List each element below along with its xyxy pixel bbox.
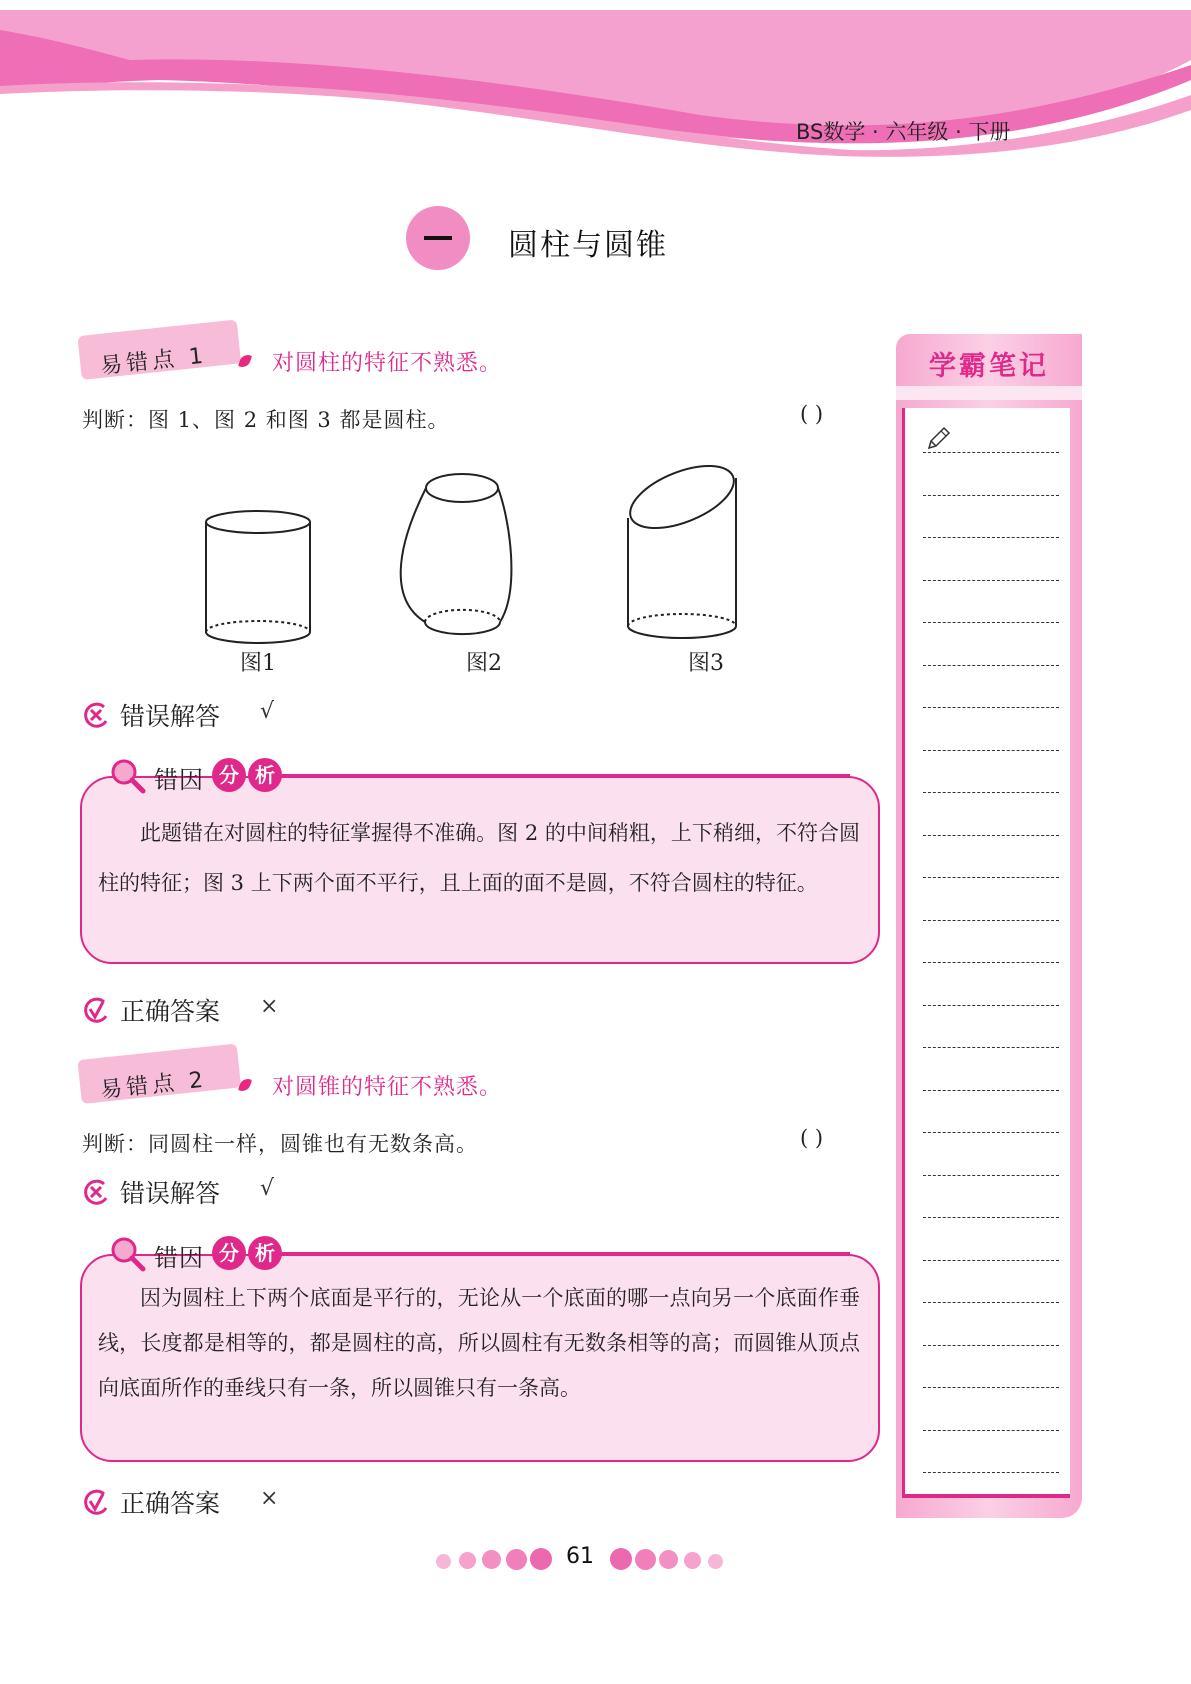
wrong-answer-value: √ [260,699,275,724]
chapter-title: 圆柱与圆锥 [508,228,668,263]
note-line [923,750,1059,751]
correct-answer-row-2: 正确答案 × [82,1484,382,1520]
magnifier-icon [108,1234,148,1274]
figure-label-1: 图1 [240,651,276,676]
wrong-x-icon [82,1178,110,1206]
wrong-answer-value: √ [260,1176,275,1201]
analysis-text-1: 此题错在对圆柱的特征掌握得不准确。图 2 的中间稍粗，上下稍细，不符合圆柱的特征；图 3 上下两个面不平行，且上面的面不是圆，不符合圆柱的特征。 [98,821,860,895]
note-line [923,962,1059,963]
correct-check-icon [82,1488,110,1516]
note-line [923,665,1059,666]
note-line [923,495,1059,496]
correct-check-icon [82,996,110,1024]
pencil-icon [925,426,951,452]
figure-label-2: 图2 [466,651,502,676]
wrong-answer-row-1: 错误解答 √ [82,697,382,733]
note-line [923,1132,1059,1133]
wrong-answer-row-2: 错误解答 √ [82,1174,382,1210]
note-line [923,1260,1059,1261]
correct-answer-value: × [260,994,279,1019]
note-line [923,1217,1059,1218]
note-line [923,1472,1059,1473]
note-line [923,1302,1059,1303]
book-title: BS数学 · 六年级 · 下册 [796,120,1011,144]
error-analysis-box-1 [80,776,880,964]
analysis-text-2: 因为圆柱上下两个底面是平行的，无论从一个底面的哪一点向另一个底面作垂线，长度都是相等的，都是圆柱的高，所以圆柱有无数条相等的高；而圆锥从顶点向底面所作的垂线只有一条，所以圆锥只有一条高。 [98,1286,860,1400]
error-analysis-box-2 [80,1254,880,1462]
note-line [923,1345,1059,1346]
error-point-tag-1: 易错点 1 [82,336,242,380]
error-point-description-2: 对圆锥的特征不熟悉。 [272,1075,503,1100]
chapter-number-badge [406,206,470,270]
note-line [923,877,1059,878]
notes-title: 学霸笔记 [929,351,1049,382]
note-line [923,920,1059,921]
question-2: 判断：同圆柱一样，圆锥也有无数条高。 [82,1132,478,1156]
note-line [923,1175,1059,1176]
error-point-description-1: 对圆柱的特征不熟悉。 [272,351,503,376]
note-line [923,622,1059,623]
note-line [923,580,1059,581]
magnifier-icon [108,756,148,796]
page-number: 61 [566,1544,594,1569]
header-banner [0,0,1191,170]
note-line [923,1090,1059,1091]
chapter-number [424,236,452,240]
wrong-x-icon [82,701,110,729]
error-analysis-header-2: 错因 分 析 [108,1234,880,1274]
note-line [923,537,1059,538]
answer-blank-2[interactable]: ( ) [800,1126,824,1150]
notes-panel [896,334,1082,1518]
note-line [923,1387,1059,1388]
note-line [923,835,1059,836]
error-analysis-header-1: 错因 分 析 [108,756,880,796]
note-line [923,707,1059,708]
note-line [923,1005,1059,1006]
question-1: 判断：图 1、图 2 和图 3 都是圆柱。 [82,408,450,432]
notes-writing-area[interactable] [902,408,1070,1498]
note-line [923,452,1059,453]
figure-label-3: 图3 [688,651,724,676]
answer-blank-1[interactable]: ( ) [800,402,824,426]
note-line [923,1047,1059,1048]
error-point-tag-2: 易错点 2 [82,1060,242,1104]
correct-answer-row-1: 正确答案 × [82,992,382,1028]
correct-answer-value: × [260,1486,279,1511]
page-footer [0,1540,1191,1580]
cylinder-figures [190,440,790,680]
note-line [923,1430,1059,1431]
note-line [923,792,1059,793]
